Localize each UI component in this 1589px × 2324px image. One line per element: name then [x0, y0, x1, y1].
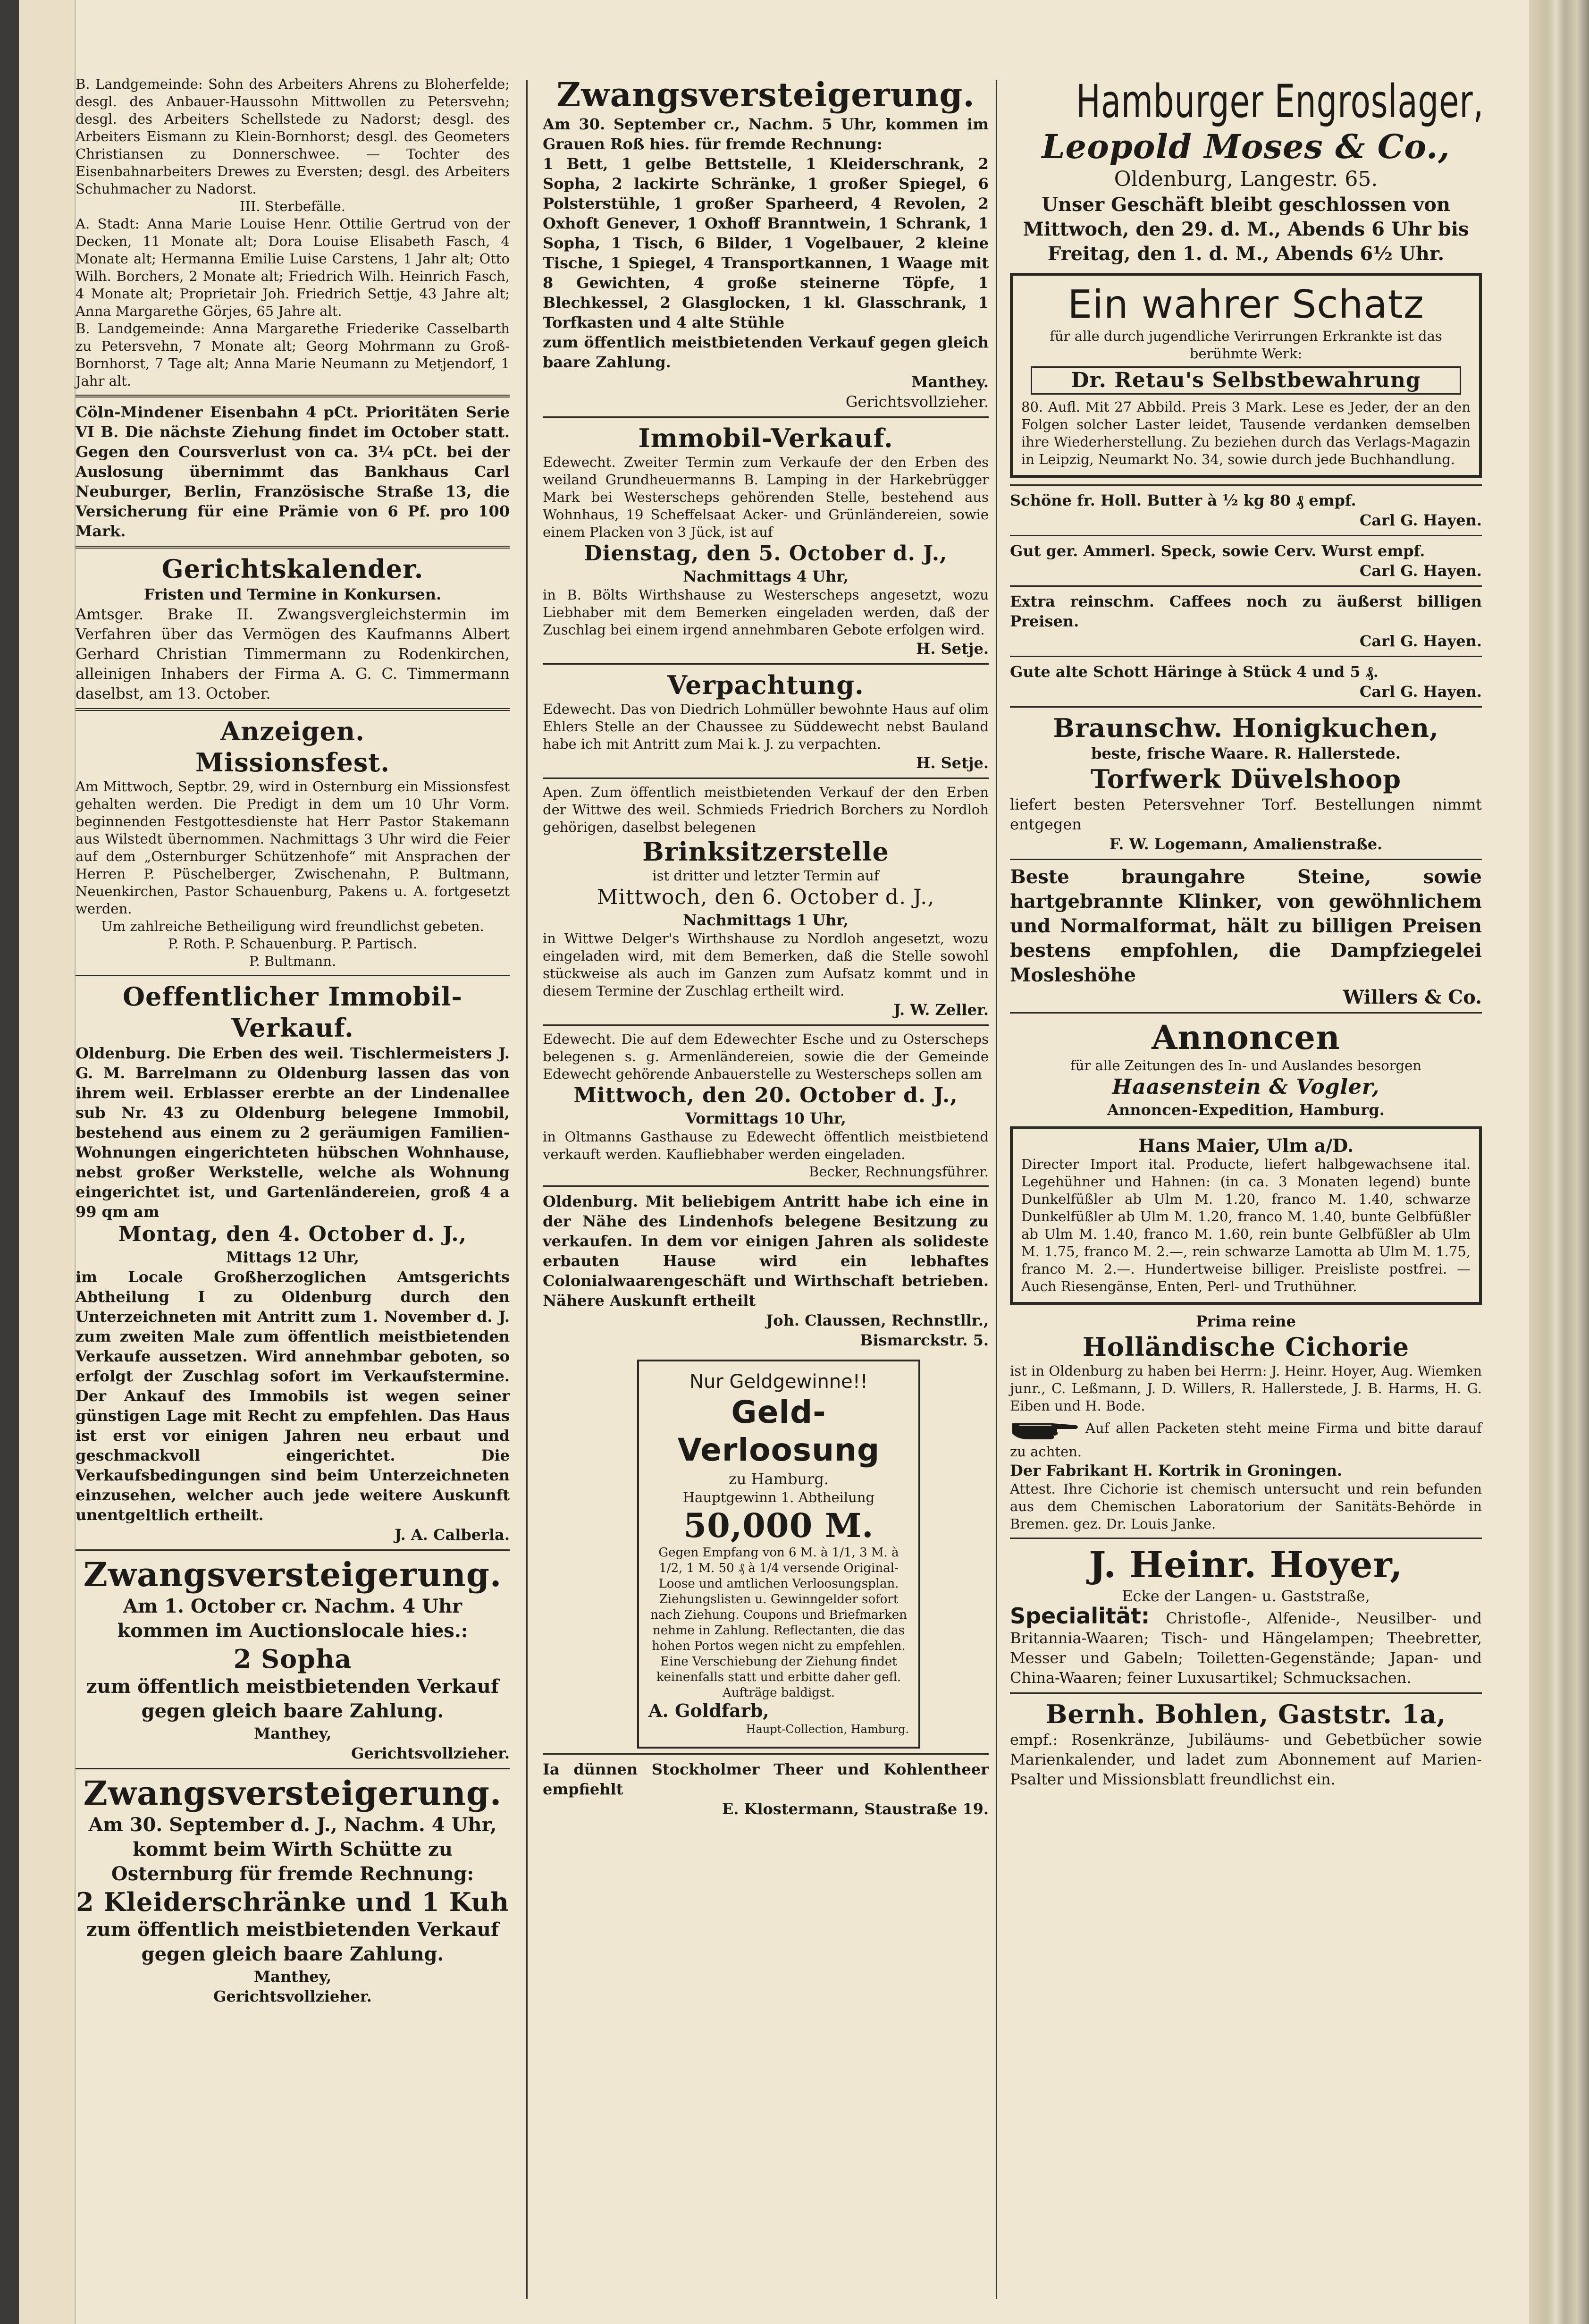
geld-amount: 50,000 M. [683, 1506, 874, 1545]
torf-text: liefert besten Petersvehner Torf. Bestellungen nimmt entgegen [1010, 795, 1482, 833]
divider [1010, 1538, 1482, 1539]
cichorie-note [1010, 1415, 1482, 1461]
imm-text: Edewecht. Zweiter Termin zum Verkaufe der den Erben des weiland Grundheuermanns B. Lamping in der Harkebrügger Mark bei Westerscheps gehörenden Stelle, bestehend aus Wohnhaus, 19 Scheffelsaat Acker- und Grünländereien, sowie einem Placken von 3 Jück, ist auf [543, 454, 989, 540]
schatz-title: Dr. Retau's Selbstbewahrung [1031, 366, 1461, 395]
page-edge [1529, 0, 1589, 2324]
honig-text: beste, frische Waare. R. Hallerstede. [1091, 744, 1401, 762]
honig-heading: Braunschw. Honigkuchen, [1053, 713, 1439, 743]
cichorie-fabrikant: Der Fabrikant H. Kortrik in Groningen. [1010, 1462, 1343, 1479]
divider [1010, 859, 1482, 860]
cichorie-attest: Attest. Ihre Cichorie ist chemisch untersucht und rein befunden aus dem Chemischen Laboratorium der Sanitäts-Behörde in Bremen. gez. Dr. Louis Janke. [1010, 1481, 1482, 1532]
geld-heading: Geld-Verloosung [677, 1394, 880, 1468]
cichorie-note-text: Auf allen Packeten steht meine Firma und bitte darauf zu achten. [1010, 1420, 1482, 1460]
zw-heading: Zwangsversteigerung. [556, 75, 975, 114]
ver-signature: H. Setje. [916, 754, 989, 772]
zw1-signature: Manthey, [253, 1724, 332, 1742]
column-3 [1010, 76, 1482, 1789]
imm-time: Nachmittags 4 Uhr, [683, 567, 849, 585]
column-2 [543, 76, 989, 1819]
divider [76, 708, 510, 711]
geld-city: zu Hamburg. [728, 1470, 829, 1488]
hoyer-address: Ecke der Langen- u. Gaststraße, [1122, 1587, 1370, 1605]
immobil-signature: J. A. Calberla. [394, 1526, 510, 1544]
adjacent-page-strip [19, 0, 76, 2324]
mission-heading: Missionsfest. [195, 747, 390, 777]
mission-signature: P. Roth. P. Schauenburg. P. Partisch. [168, 936, 418, 952]
ede2-date: Mittwoch, den 20. October d. J., [573, 1083, 958, 1107]
ede2-text2: in Oltmanns Gasthause zu Edewecht öffentlich meistbietend verkauft werden. Kaufliebhaber werden eingeladen. [543, 1129, 989, 1162]
divider [543, 416, 989, 418]
divider [76, 1549, 510, 1551]
ver-heading: Verpachtung. [667, 670, 864, 700]
brink-text2: in Wittwe Delger's Wirthshause zu Nordloh angesetzt, wozu eingeladen wird, mit dem Bemerken, daß die Stelle sowohl stückweise als auch im Ganzen zum Aufsatz kommt und in diesem Termine der Zuschlag ertheilt wird. [543, 930, 989, 999]
old-text: Oldenburg. Mit beliebigem Antritt habe ich eine in der Nähe des Lindenhofs belegene Besitzung zu verkaufen. In dem vor einigen Jahren als solideste erbauten Hause wird ein lebhaftes Colonialwaarengeschäft und Wirthschaft betrieben. Nähere Auskunft ertheilt [543, 1192, 989, 1310]
schatz-heading: Ein wahrer Schatz [1068, 282, 1424, 327]
zw2-item: 2 Kleiderschränke und 1 Kuh [76, 1887, 509, 1917]
sterbe-stadt: A. Stadt: Anna Marie Louise Henr. Ottilie Gertrud von der Decken, 11 Monate alt; Dora Louise Elisabeth Fasch, 4 Monate alt; Hermanna Emilie Luise Carstens, 1 Jahr alt; Otto Wilh. Borchers, 2 Monate alt; Friedrich Wilh. Heinrich Fasch, 4 Monate alt; Proprietair Joh. Friedrich Settje, 43 Jahre alt; Anna Margarethe Görjes, 65 Jahre alt. [76, 216, 510, 319]
ver-text: Edewecht. Das von Diedrich Lohmüller bewohnte Haus auf olim Ehlers Stelle an der Chaussee zu Süddewecht nebst Bauland habe ich mit Antritt zum Mai k. J. zu verpachten. [543, 701, 989, 752]
zw1-text: Am 1. October cr. Nachm. 4 Uhr kommen im Auctionslocale hies.: [117, 1595, 468, 1642]
zw-items: 1 Bett, 1 gelbe Bettstelle, 1 Kleiderschrank, 2 Sopha, 2 lackirte Schränke, 1 großer Spiegel, 6 Polsterstühle, 1 großer Sparheerd, 4 Revolen, 2 Oxhoft Genever, 1 Oxhoff Branntwein, 1 Schrank, 1 Sopha, 1 Tisch, 6 Bilder, 1 Vogelbauer, 2 kleine Tische, 1 Spiegel, 4 Transportkannen, 1 Waage mit 8 Gewichten, 4 große steinerne Töpfe, 1 Blechkessel, 2 Glasglocken, 1 kl. Glasschrank, 1 Torfkasten und 4 alte Stühle [543, 155, 989, 331]
brink-text: ist dritter und letzter Termin auf [652, 868, 879, 884]
klinker-signature: Willers & Co. [1343, 986, 1482, 1008]
anzeigen-heading: Anzeigen. [220, 716, 365, 746]
mission-signature: P. Bultmann. [249, 953, 336, 969]
divider [76, 975, 510, 976]
hayen-speck: Gut ger. Ammerl. Speck, sowie Cerv. Wurst empf. [1010, 542, 1425, 560]
divider [1010, 706, 1482, 708]
hoyer-heading: J. Heinr. Hoyer, [1089, 1544, 1403, 1586]
divider [1010, 535, 1482, 536]
immobil-text: Oldenburg. Die Erben des weil. Tischlermeisters J. G. M. Barrelmann zu Oldenburg lassen das von ihrem weil. Erblasser ererbte an der Lindenallee sub Nr. 43 zu Oldenburg belegene Immobil, bestehend aus einem zu 2 geräumigen Familien-Wohnungen eingerichteten hübschen Wohnhause, nebst großer Werkstelle, welche als Wohnung eingerichtet ist, und Gartenländereien, groß 4 a 99 qm am [76, 1044, 510, 1221]
annoncen-heading: Annoncen [1152, 1018, 1340, 1057]
mission-text: Am Mittwoch, Septbr. 29, wird in Osternburg ein Missionsfest gehalten werden. Die Predigt in dem um 10 Uhr Vorm. beginnenden Festgottesdienste hat Herr Pastor Stakemann aus Wilstedt übernommen. Nachmittags 3 Uhr wird die Feier auf dem „Osternburger Schützenhofe“ mit Ansprachen der Herren P. Püschelberger, Zwischenahn, P. Bultmann, Neuenkirchen, Pastor Schauenburg, Pakens u. A. fortgesetzt werden. [76, 778, 510, 917]
geld-signature2: Haupt-Collection, Hamburg. [746, 1723, 909, 1736]
hamb-heading [1010, 76, 1482, 127]
hoyer-specialitaet: Specialität: [1010, 1603, 1150, 1629]
schatz-text: 80. Aufl. Mit 27 Abbild. Preis 3 Mark. Lese es Jeder, der an den Folgen solcher Laster leidet, Tausende verdanken demselben ihre Wiederherstellung. Zu beziehen durch das Verlags-Magazin in Leipzig, Neumarkt No. 34, sowie durch jede Buchhandlung. [1021, 399, 1471, 467]
hamb-heading-text: Hamburger Engroslager, [1076, 75, 1484, 128]
apen-text: Apen. Zum öffentlich meistbietenden Verkauf der den Erben der Wittwe des weil. Schmieds Friedrich Borchers zu Nordloh gehörigen, daselbst belegenen [543, 784, 989, 835]
sterbe-heading: III. Sterbefälle. [239, 198, 346, 214]
divider [543, 663, 989, 665]
zw-text2: zum öffentlich meistbietenden Verkauf gegen gleich baare Zahlung. [543, 333, 989, 371]
hayen-signature: Carl G. Hayen. [1359, 562, 1482, 580]
bohlen-heading: Bernh. Bohlen, Gaststr. 1a, [1045, 1699, 1446, 1729]
divider [543, 1753, 989, 1755]
immobil-date: Montag, den 4. October d. J., [118, 1222, 467, 1246]
ede2-signature: Becker, Rechnungsführer. [809, 1164, 989, 1180]
brink-date: Mittwoch, den 6. October d. J., [597, 885, 935, 909]
torf-heading: Torfwerk Düvelshoop [1091, 764, 1401, 794]
cichorie-pre: Prima reine [1196, 1312, 1296, 1330]
zw2-heading: Zwangsversteigerung. [83, 1774, 502, 1813]
column-rule [526, 80, 528, 2299]
column-1 [76, 76, 510, 2006]
zw1-item: 2 Sopha [233, 1644, 352, 1674]
theer-text: Ia dünnen Stockholmer Theer und Kohlentheer empfiehlt [543, 1760, 989, 1798]
divider [543, 777, 989, 779]
torf-signature: F. W. Logemann, Amalienstraße. [1109, 835, 1383, 853]
old-signature: Joh. Claussen, Rechnstllr., [766, 1311, 989, 1329]
hayen-butter: Schöne fr. Holl. Butter à ½ kg 80 ₰ empf. [1010, 491, 1356, 509]
brink-time: Nachmittags 1 Uhr, [683, 911, 849, 929]
klinker-text: Beste braungahre Steine, sowie hartgebrannte Klinker, von gewöhnlichem und Normalformat, hält zu billigen Preisen bestens empfohlen, die Dampfziegelei Mosleshöhe [1010, 866, 1482, 986]
annoncen-sub: Annoncen-Expedition, Hamburg. [1107, 1101, 1385, 1119]
immobil-heading: Oeffentlicher Immobil-Verkauf. [123, 981, 462, 1043]
zw2-signature: Gerichtsvollzieher. [213, 1987, 372, 2005]
zw2-signature: Manthey, [253, 1968, 332, 1986]
annoncen-text: für alle Zeitungen des In- und Auslandes besorgen [1070, 1057, 1421, 1073]
zw1-signature: Gerichtsvollzieher. [351, 1744, 510, 1762]
geld-signature: A. Goldfarb, [648, 1700, 769, 1721]
zw1-heading: Zwangsversteigerung. [83, 1555, 502, 1594]
maier-text: Directer Import ital. Producte, liefert halbgewachsene ital. Legehühner und Hahnen: (in ca. 3 Monaten legend) bunte Dunkelfüßler ab Ulm M. 1.20, franco M. 1.40, schwarze Dunkelfüßler ab Ulm M. 1.20, franco M. 1.40, bunte Gelbfüßler ab Ulm M. 1.40, franco M. 1.60, rein bunte Gelbfüßler ab Ulm M. 1.75, franco M. 2.—, rein schwarze Lamotta ab Ulm M. 1.75, franco M. 2.—. Hundertweise billiger. Preisliste postfrei. — Auch Riesengänse, Enten, Perl- und Truthühner. [1021, 1156, 1471, 1294]
hayen-signature: Carl G. Hayen. [1359, 632, 1482, 650]
brink-signature: J. W. Zeller. [893, 1001, 989, 1019]
immobil-time: Mittags 12 Uhr, [226, 1248, 359, 1266]
annoncen-firm: Haasenstein & Vogler, [1112, 1075, 1380, 1099]
imm-date: Dienstag, den 5. October d. J., [584, 541, 948, 566]
mission-closing: Um zahlreiche Betheiligung wird freundlichst gebeten. [101, 918, 484, 934]
ede2-time: Vormittags 10 Uhr, [685, 1109, 846, 1127]
divider [76, 395, 510, 397]
hamb-text: Unser Geschäft bleibt geschlossen von Mittwoch, den 29. d. M., Abends 6 Uhr bis Freitag, den 1. d. M., Abends 6½ Uhr. [1023, 194, 1469, 265]
geld-verloosung-ad [637, 1360, 920, 1749]
divider [76, 546, 510, 549]
divider [1010, 1692, 1482, 1694]
divider [1010, 484, 1482, 486]
gericht-text: Amtsger. Brake II. Zwangsvergleichstermin im Verfahren über das Vermögen des Kaufmanns Albert Gerhard Christian Timmermann zu Rodenkirchen, alleinigen Inhabers der Firma A. G. C. Timmermann daselbst, am 13. October. [76, 605, 510, 702]
hoyer-text-body: Christofle-, Alfenide-, Neusilber- und Britannia-Waaren; Tisch- und Hängelampen; Theebretter, Messer und Gabeln; Toiletten-Gegenstände; Japan- und China-Waaren; feiner Luxusartikel; Schmucksachen. [1010, 1609, 1482, 1687]
zw-text: Am 30. September cr., Nachm. 5 Uhr, kommen im Grauen Roß hies. für fremde Rechnung: [543, 115, 989, 153]
divider [1010, 585, 1482, 587]
zw2-text: Am 30. September d. J., Nachm. 4 Uhr, kommt beim Wirth Schütte zu Osternburg für fremde Rechnung: [88, 1814, 497, 1885]
immobil-text2: im Locale Großherzoglichen Amtsgerichts Abtheilung I zu Oldenburg durch den Unterzeichneten mit Antritt zum 1. November d. J. zum zweiten Male zum öffentlich meistbietenden Verkaufe aussetzen. Wird annehmbar geboten, so erfolgt der Zuschlag sofort im Verkaufstermine. Der Ankauf des Immobils ist wegen seiner günstigen Lage mit Recht zu empfehlen. Das Haus ist erst vor einigen Jahren neu erbaut und geschmackvoll eingerichtet. Die Verkaufsbedingungen sind beim Unterzeichneten einzusehen, welcher auch jede weitere Auskunft unentgeltlich ertheilt. [76, 1268, 510, 1524]
brink-heading: Brinksitzerstelle [642, 837, 889, 867]
hamb-firm: Leopold Moses & Co., [1042, 127, 1450, 166]
theer-signature: E. Klostermann, Staustraße 19. [722, 1800, 989, 1818]
old-signature: Bismarckstr. 5. [860, 1331, 989, 1349]
divider [1010, 1012, 1482, 1014]
ede2-text: Edewecht. Die auf dem Edewechter Esche und zu Osterscheps belegenen s. g. Armenländereien, sowie die der Gemeinde Edewecht gehörende Anbauerstelle zu Westerscheps sollen am [543, 1031, 989, 1082]
column-rule [996, 80, 997, 2299]
hayen-signature: Carl G. Hayen. [1359, 683, 1482, 701]
schatz-sub: für alle durch jugendliche Verirrungen Erkrankte ist das berühmte Werk: [1050, 328, 1442, 362]
divider [76, 1768, 510, 1769]
zw2-text2: zum öffentlich meistbietenden Verkauf gegen gleich baare Zahlung. [86, 1918, 499, 1965]
geld-text: Gegen Empfang von 6 M. à 1/1, 3 M. à 1/2, 1 M. 50 ₰ à 1/4 versende Original-Loose und amtlichen Verloosungsplan. Ziehungslisten u. Gewinngelder sofort nach Ziehung. Coupons und Briefmarken nehme in Zahlung. Reflectanten, die das hohen Portos wegen nicht zu empfehlen. Eine Verschiebung der Ziehung findet keinenfalls statt und erbitte daher gefl. Aufträge baldigst. [650, 1546, 907, 1700]
divider [543, 1024, 989, 1026]
divider [543, 1185, 989, 1187]
zw-signature: Gerichtsvollzieher. [845, 393, 989, 411]
gericht-sub: Fristen und Termine in Konkursen. [143, 585, 442, 603]
hayen-haeringe: Gute alte Schott Häringe à Stück 4 und 5 ₰. [1010, 663, 1379, 681]
hayen-signature: Carl G. Hayen. [1359, 511, 1482, 529]
zw-signature: Manthey. [911, 373, 989, 391]
schatz-ad [1010, 273, 1482, 478]
bohlen-text: empf.: Rosenkränze, Jubiläums- und Gebetbücher sowie Marienkalender, und ladet zum Abonnement auf Marien-Psalter und Missionsblatt freundlichst ein. [1010, 1731, 1482, 1788]
pointing-hand-icon [1010, 1415, 1081, 1443]
imm-text2: in B. Bölts Wirthshause zu Westerscheps angesetzt, wozu Liebhaber mit dem Bemerken eingeladen werden, daß der Zuschlag bei einem irgend annehmbaren Gebote erfolgen wird. [543, 587, 989, 638]
divider [1010, 656, 1482, 657]
sterbe-land: B. Landgemeinde: Anna Margarethe Friederike Casselbarth zu Petersvehn, 7 Monate alt; Georg Mohrmann zu Groß-Bornhorst, 7 Tage alt; Anna Marie Neumann zu Metjendorf, 1 Jahr alt. [76, 321, 510, 389]
cichorie-text: ist in Oldenburg zu haben bei Herrn: J. Heinr. Hoyer, Aug. Wiemken junr., C. Leßmann, J. D. Willers, R. Hallerstede, J. B. Harms, H. G. Eiben und H. Bode. [1010, 1363, 1482, 1414]
binding-spine [0, 0, 19, 2324]
imm-signature: H. Setje. [916, 640, 989, 658]
imm-heading: Immobil-Verkauf. [638, 423, 893, 453]
hayen-caffee: Extra reinschm. Caffees noch zu äußerst billigen Preisen. [1010, 592, 1482, 630]
maier-heading: Hans Maier, Ulm a/D. [1138, 1135, 1354, 1156]
geld-top: Nur Geldgewinne!! [689, 1371, 868, 1393]
maier-ad [1010, 1126, 1482, 1305]
sterbe-intro: B. Landgemeinde: Sohn des Arbeiters Ahrens zu Bloherfelde; desgl. des Anbauer-Haussohn Mittwollen zu Petersvehn; desgl. des Arbeiters Schellstede zu Nadorst; desgl. des Arbeiters Eismann zu Klein-Bornhorst; desgl. des Geometers Christiansen zu Donnerschwee. — Tochter des Eisenbahnarbeiters Drewes zu Eversten; desgl. des Arbeiters Schuhmacher zu Nadorst. [76, 76, 510, 197]
hamb-address: Oldenburg, Langestr. 65. [1114, 167, 1378, 191]
zw1-text2: zum öffentlich meistbietenden Verkauf gegen gleich baare Zahlung. [86, 1675, 499, 1722]
hoyer-text [1010, 1603, 1482, 1688]
eisenbahn-notice: Cöln-Mindener Eisenbahn 4 pCt. Prioritäten Serie VI B. Die nächste Ziehung findet im October statt. Gegen den Coursverlust von ca. 3¼ pCt. bei der Auslosung übernimmt das Bankhaus Carl Neuburger, Berlin, Französische Straße 13, die Versicherung für eine Prämie von 6 Pf. pro 100 Mark. [76, 403, 510, 540]
gericht-heading: Gerichtskalender. [161, 554, 424, 584]
geld-sub: Hauptgewinn 1. Abtheilung [682, 1489, 875, 1505]
cichorie-heading: Holländische Cichorie [1082, 1332, 1410, 1362]
